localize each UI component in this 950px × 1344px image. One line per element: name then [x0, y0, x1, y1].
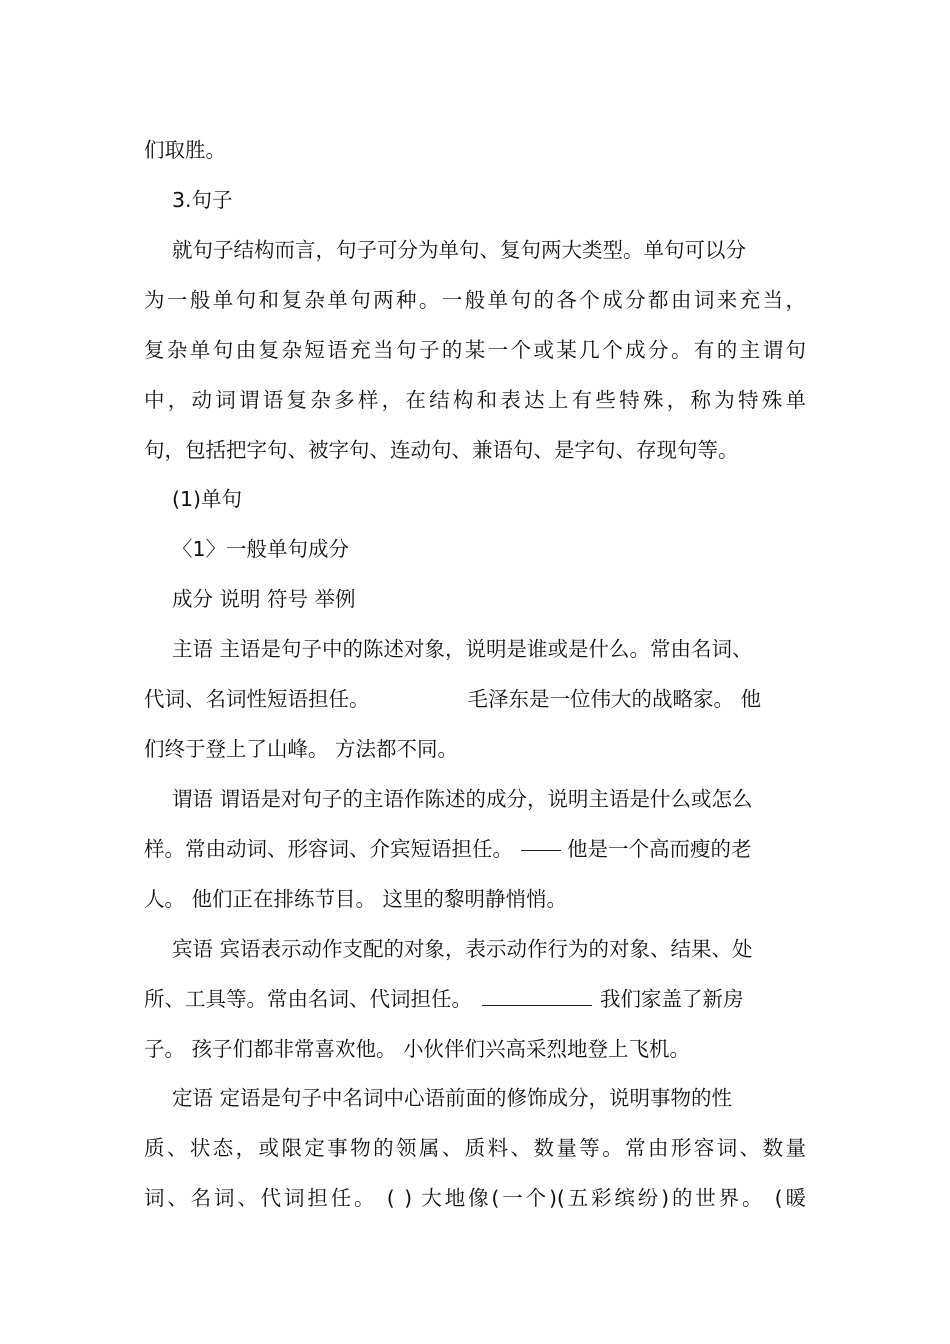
text-line: 质、状态，或限定事物的领属、质料、数量等。常由形容词、数量 — [144, 1136, 806, 1160]
text-line: 子。 孩子们都非常喜欢他。 小伙伴们兴高采烈地登上飞机。 — [144, 1037, 691, 1061]
text-line: 句，包括把字句、被字句、连动句、兼语句、是字句、存现句等。 — [144, 438, 739, 462]
blank-underline — [482, 985, 592, 1006]
text-segment: 样。常由动词、形容词、介宾短语担任。 — [144, 837, 513, 861]
text-line: 为一般单句和复杂单句两种。一般单句的各个成分都由词来充当， — [144, 288, 806, 312]
text-segment: 毛泽东是一位伟大的战略家。 他 — [467, 687, 762, 711]
text-line — [144, 684, 824, 714]
section-heading: 3.句子 — [172, 188, 233, 212]
text-segment: 所、工具等。常由名词、代词担任。 — [144, 987, 472, 1011]
text-segment: 代词、名词性短语担任。 — [144, 687, 370, 711]
text-line: 们终于登上了山峰。 方法都不同。 — [144, 737, 459, 761]
text-line: 主语 主语是句子中的陈述对象，说明是谁或是什么。常由名词、 — [172, 637, 753, 661]
table-header-line: 成分 说明 符号 举例 — [172, 587, 356, 611]
text-segment: 他是一个高而瘦的老 — [567, 837, 752, 861]
text-segment: 我们家盖了新房 — [600, 987, 744, 1011]
text-line: 人。 他们正在排练节目。 这里的黎明静悄悄。 — [144, 887, 568, 911]
text-line: 定语 定语是句子中名词中心语前面的修饰成分，说明事物的性 — [172, 1086, 733, 1110]
dash-rule — [521, 850, 561, 851]
text-line — [144, 834, 824, 864]
text-line: 中，动词谓语复杂多样，在结构和表达上有些特殊，称为特殊单 — [144, 388, 806, 412]
subsection-heading: (1)单句 — [172, 487, 243, 511]
text-line: 宾语 宾语表示动作支配的对象，表示动作行为的对象、结果、处 — [172, 937, 753, 961]
text-line — [144, 984, 824, 1014]
text-line: 复杂单句由复杂短语充当句子的某一个或某几个成分。有的主谓句 — [144, 338, 806, 362]
subsection-heading: 〈1〉一般单句成分 — [172, 537, 350, 561]
text-line: 词、名词、代词担任。 ( ) 大地像(一个)(五彩缤纷)的世界。 (暖 — [144, 1186, 806, 1210]
text-line: 们取胜。 — [144, 138, 226, 162]
text-line: 就句子结构而言，句子可分为单句、复句两大类型。单句可以分 — [172, 238, 746, 262]
text-line: 谓语 谓语是对句子的主语作陈述的成分，说明主语是什么或怎么 — [172, 787, 753, 811]
